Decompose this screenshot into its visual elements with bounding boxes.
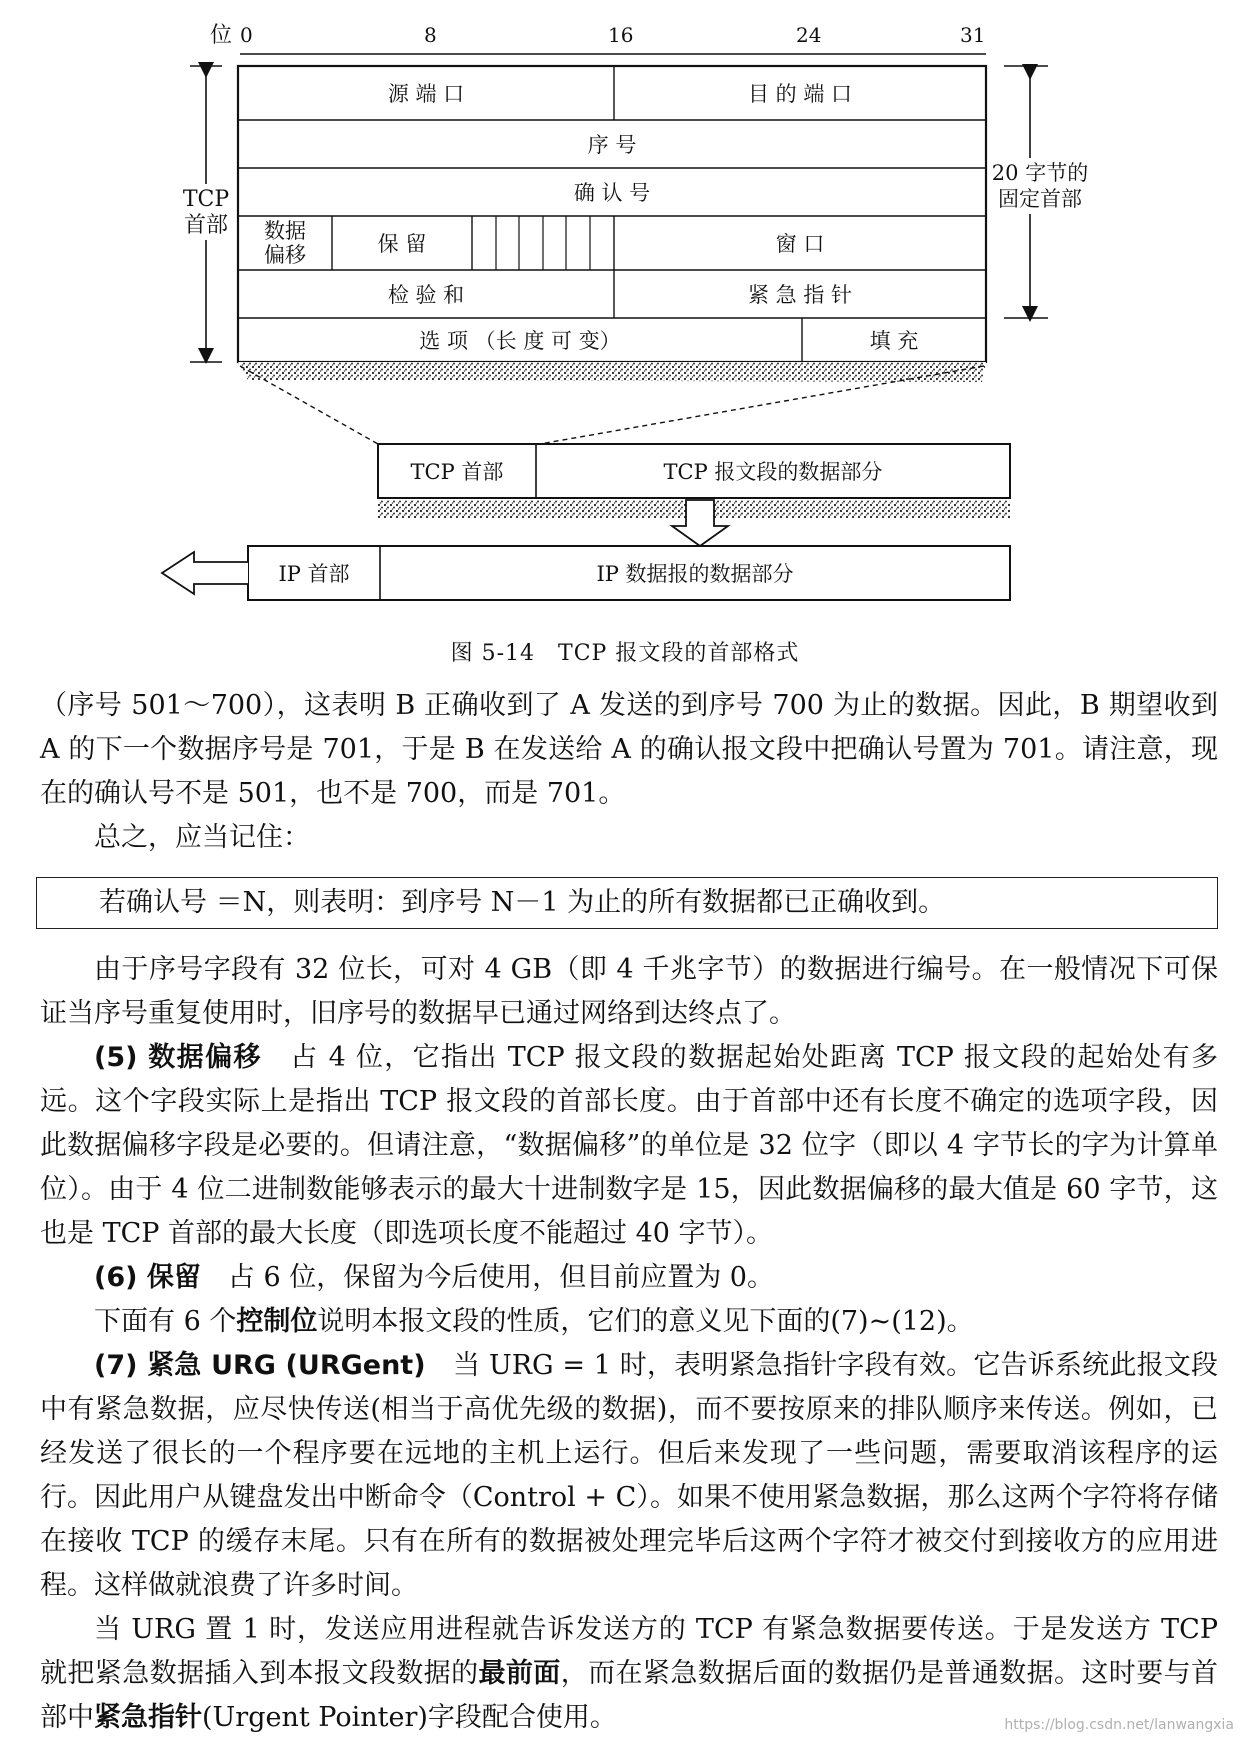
field-reserved: 保 留: [377, 232, 427, 256]
datagram-header: IP 首部: [278, 562, 350, 586]
ruler-label-8: 8: [424, 23, 437, 47]
paragraph-1: （序号 501～700），这表明 B 正确收到了 A 发送的到序号 700 为止的数据。因此，B 期望收到 A 的下一个数据序号是 701，于是 B 在发送给 A 的确认报文段中把确认号置为 701。请注意，现在的确认号不是 501，也不是 700，而是 701。: [40, 690, 1218, 809]
field-urgent-pointer: 紧 急 指 针: [747, 283, 853, 307]
ruler-label-24: 24: [796, 23, 822, 47]
paragraph-reserved: [40, 1256, 1218, 1300]
tcp-header-span-arrow: [180, 66, 234, 362]
tcp-header-label-2: 首部: [183, 213, 229, 238]
paragraph-control-bits: [40, 1300, 1218, 1344]
field-seq: 序 号: [587, 133, 637, 157]
header-shadow: [238, 362, 986, 382]
paragraph-3: 由于序号字段有 32 位长，可对 4 GB（即 4 千兆字节）的数据进行编号。在一般情况下可保证当序号重复使用时，旧序号的数据早已通过网络到达终点了。: [40, 954, 1218, 1029]
control-bits-a: 下面有 6 个: [94, 1306, 237, 1337]
field-offset-1: 数据: [264, 219, 306, 243]
tcp-header-table: [238, 66, 986, 362]
field-src-port: 源 端 口: [387, 82, 465, 106]
field-window: 窗 口: [775, 232, 825, 256]
term-data-offset: (5) 数据偏移: [94, 1042, 262, 1073]
field-options: 选 项 （长 度 可 变）: [419, 329, 621, 353]
tcp-header-label-1: TCP: [182, 187, 230, 212]
tcp-header-diagram: [0, 0, 1250, 630]
term-reserved: (6) 保留: [94, 1262, 201, 1293]
field-dst-port: 目 的 端 口: [747, 82, 853, 106]
datagram-data: IP 数据报的数据部分: [596, 562, 794, 586]
term-urgent-pointer: 紧急指针: [94, 1702, 202, 1733]
term-urg: (7) 紧急 URG (URGent): [94, 1350, 426, 1381]
ip-datagram: [248, 546, 1010, 600]
field-ack: 确 认 号: [573, 181, 651, 205]
urg2-e: (Urgent Pointer)字段配合使用。: [202, 1702, 617, 1733]
key-rule-box: 若确认号 ＝N，则表明：到序号 N－1 为止的所有数据都已正确收到。: [36, 877, 1218, 929]
watermark: https://blog.csdn.net/lanwangxia: [1004, 1717, 1234, 1733]
field-checksum: 检 验 和: [387, 283, 465, 307]
segment-header: TCP 首部: [410, 460, 504, 484]
urg2-a: 当 URG 置 1 时，发送应用进程就告诉发送方的 TCP 有紧急数据要传送。于是发送方 TCP 就把紧急数据插入到本报文段数据的: [40, 1614, 1218, 1689]
fixed-header-label-1: 20 字节的: [991, 161, 1089, 185]
fixed-header-label-2: 固定首部: [998, 187, 1082, 211]
field-offset-2: 偏移: [264, 243, 306, 267]
ruler-label-0: 0: [240, 23, 253, 47]
urg2-c: ，而在紧急数据后面的数据仍是普通数据。这时要与首部中: [40, 1658, 1219, 1733]
paragraph-urg: [40, 1344, 1218, 1608]
segment-data: TCP 报文段的数据部分: [663, 460, 883, 484]
field-padding: 填 充: [869, 329, 919, 353]
term-front: 最前面: [478, 1658, 561, 1689]
control-bits-c: 说明本报文段的性质，它们的意义见下面的(7)~(12)。: [317, 1306, 974, 1337]
urg-body: 当 URG = 1 时，表明紧急指针字段有效。它告诉系统此报文段中有紧急数据，应尽快传送(相当于高优先级的数据)，而不要按原来的排队顺序来传送。例如，已经发送了很长的一个程序要在远地的主机上运行。但后来发现了一些问题，需要取消该程序的运行。因此用户从键盘发出中断命令（Control + C）。如果不使用紧急数据，那么这两个字符将存储在接收 TCP 的缓存末尾。只有在所有的数据被处理完毕后这两个字符才被交付到接收方的应用进程。这样做就浪费了许多时间。: [40, 1350, 1218, 1601]
ruler-label-31: 31: [960, 23, 986, 47]
tcp-header-fields: [264, 82, 918, 353]
term-control-bits: 控制位: [236, 1306, 318, 1337]
left-arrow: [162, 552, 248, 594]
reserved-body: 占 6 位，保留为今后使用，但目前应置为 0。: [200, 1262, 774, 1293]
figure-caption: 图 5-14 TCP 报文段的首部格式: [450, 641, 800, 666]
fixed-header-span-arrow: [990, 66, 1096, 318]
bit-label: 位: [210, 23, 233, 48]
paragraph-2: 总之，应当记住：: [94, 822, 310, 853]
paragraph-data-offset: [40, 1036, 1218, 1256]
data-offset-body: 占 4 位，它指出 TCP 报文段的数据起始处距离 TCP 报文段的起始处有多远。这个字段实际上是指出 TCP 报文段的首部长度。由于首部中还有长度不确定的选项字段，因此数据偏移字段是必要的。但请注意，“数据偏移”的单位是 32 位字（即以 4 字节长的字为计算单位）。由于 4 位二进制数能够表示的最大十进制数字是 15，因此数据偏移的最大值是 60 字节，这也是 TCP 首部的最大长度（即选项长度不能超过 40 字节）。: [40, 1042, 1218, 1249]
ruler-label-16: 16: [608, 23, 634, 47]
bit-ruler: [210, 23, 986, 54]
